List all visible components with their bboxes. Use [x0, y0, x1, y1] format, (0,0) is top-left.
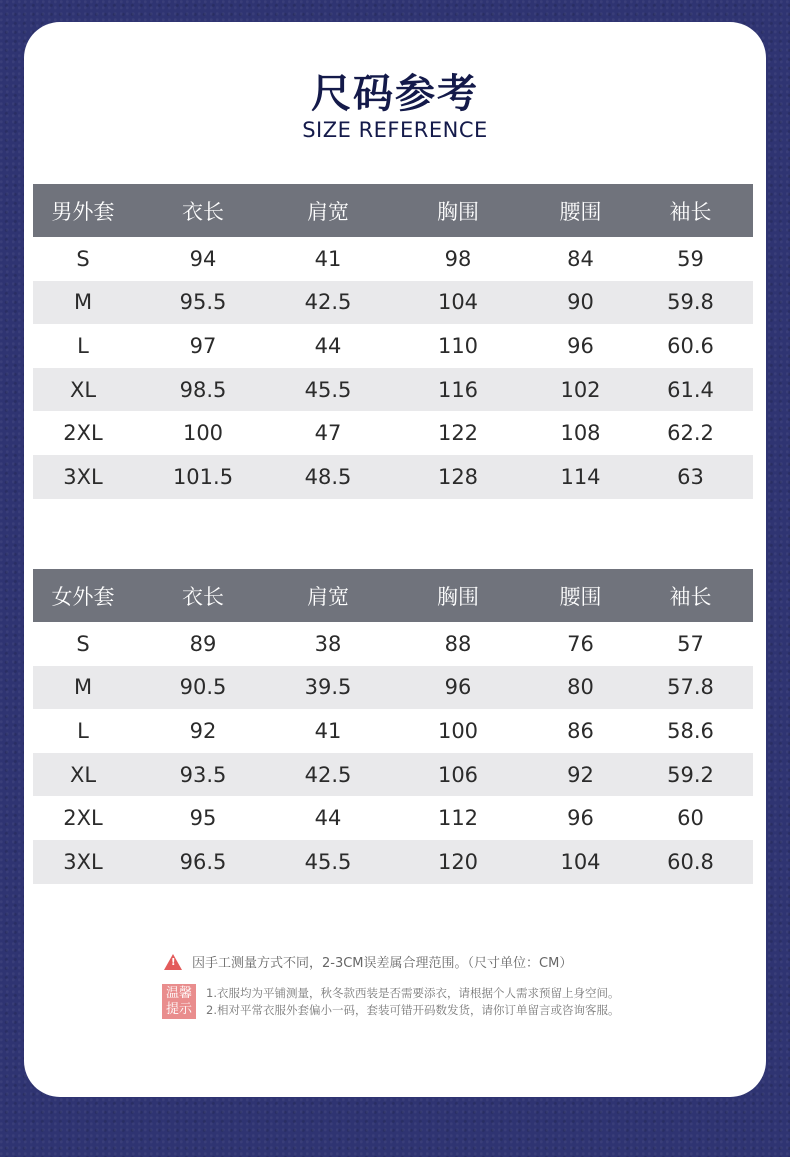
table-cell: 59.8: [667, 290, 714, 315]
header-cell: 女外套: [51, 584, 115, 609]
table-row: [33, 753, 753, 797]
header-cell: 衣长: [182, 199, 224, 224]
table-cell: 102: [560, 377, 601, 402]
table-cell: 128: [437, 464, 479, 489]
table-cell: 96: [444, 675, 472, 700]
table-cell: 95: [189, 806, 217, 831]
table-cell: 100: [437, 718, 479, 743]
table-row: [33, 411, 753, 455]
table-row: [33, 709, 753, 753]
table-cell: 63: [677, 464, 704, 489]
table-cell: 60.6: [667, 333, 714, 358]
table-cell: 2XL: [63, 806, 103, 831]
table-cell: 42.5: [304, 762, 352, 787]
table-cell: 61.4: [667, 377, 714, 402]
table-cell: 97: [189, 333, 217, 358]
table-cell: 112: [437, 806, 479, 831]
table-cell: 114: [560, 464, 601, 489]
page-subtitle: SIZE REFERENCE: [302, 118, 488, 142]
table-cell: 45.5: [304, 377, 352, 402]
header-cell: 袖长: [669, 584, 712, 609]
table-row: [33, 368, 753, 412]
table-cell: 96: [567, 333, 594, 358]
header-cell: 男外套: [51, 199, 115, 224]
table-cell: 101.5: [172, 464, 234, 489]
table-cell: 84: [567, 246, 594, 271]
table-row: [33, 840, 753, 884]
table-cell: 89: [189, 631, 217, 656]
table-cell: 44: [314, 806, 342, 831]
table-cell: 120: [437, 849, 479, 874]
table-cell: 92: [567, 762, 594, 787]
table-cell: L: [77, 718, 89, 743]
table-cell: 106: [437, 762, 479, 787]
table-cell: 92: [189, 718, 217, 743]
table-cell: 41: [314, 718, 342, 743]
women-size-table: [33, 569, 753, 884]
table-cell: 90: [567, 290, 594, 315]
table-cell: 122: [437, 421, 479, 446]
table-cell: 76: [567, 631, 594, 656]
table-cell: 80: [567, 675, 594, 700]
table-row: [33, 622, 753, 666]
table-cell: 2XL: [63, 421, 103, 446]
table-cell: 38: [314, 631, 342, 656]
warning-icon-glyph: !: [171, 956, 176, 968]
table-cell: 88: [444, 631, 472, 656]
header-cell: 胸围: [437, 199, 479, 224]
table-row: [33, 796, 753, 840]
tips-lines: [206, 985, 619, 1019]
measurement-note: [164, 952, 572, 971]
table-cell: 60.8: [667, 849, 714, 874]
table-cell: 94: [189, 246, 217, 271]
table-cell: 57.8: [667, 675, 714, 700]
tips-badge: [162, 984, 196, 1019]
table-cell: 90.5: [179, 675, 227, 700]
table-cell: 42.5: [304, 290, 352, 315]
table-header: [33, 569, 753, 622]
header-cell: 腰围: [559, 584, 602, 609]
table-cell: 110: [437, 333, 479, 358]
note-text: 因手工测量方式不同，2-3CM误差属合理范围。（尺寸单位：CM）: [192, 956, 573, 971]
warning-icon: [164, 954, 182, 970]
header-cell: 衣长: [182, 584, 224, 609]
table-row: [33, 666, 753, 710]
tips-block: [162, 984, 619, 1019]
table-cell: 116: [437, 377, 479, 402]
badge-line1: 温馨: [165, 986, 192, 1001]
table-cell: S: [76, 246, 90, 271]
table-cell: 3XL: [63, 849, 103, 874]
table-cell: XL: [69, 377, 97, 402]
table-cell: XL: [69, 762, 97, 787]
badge-line2: 提示: [165, 1002, 192, 1017]
table-cell: 104: [437, 290, 479, 315]
header-cell: 袖长: [669, 199, 712, 224]
table-cell: L: [77, 333, 89, 358]
header-cell: 肩宽: [307, 199, 349, 224]
table-header: [33, 184, 753, 237]
tip-line-1: 1.衣服均为平铺测量，秋冬款西装是否需要添衣，请根据个人需求预留上身空间。: [206, 985, 620, 1000]
header-cell: 腰围: [559, 199, 602, 224]
tip-line-2: 2.相对平常衣服外套偏小一码，套装可错开码数发货，请你订单留言或咨询客服。: [206, 1002, 620, 1017]
table-cell: M: [73, 675, 93, 700]
table-row: [33, 281, 753, 325]
table-cell: 58.6: [667, 718, 714, 743]
table-cell: 96.5: [179, 849, 227, 874]
men-size-table: [33, 184, 753, 499]
header-cell: 肩宽: [307, 584, 349, 609]
table-cell: 100: [182, 421, 224, 446]
table-cell: 93.5: [179, 762, 227, 787]
table-cell: 60: [677, 806, 704, 831]
table-row: [33, 455, 753, 499]
table-cell: 44: [314, 333, 342, 358]
table-cell: 86: [567, 718, 594, 743]
header-cell: 胸围: [437, 584, 479, 609]
table-cell: 3XL: [63, 464, 103, 489]
table-cell: 62.2: [667, 421, 714, 446]
table-cell: M: [73, 290, 93, 315]
table-cell: 108: [560, 421, 601, 446]
table-row: [33, 237, 753, 281]
size-card: [24, 22, 766, 1097]
table-cell: 98: [444, 246, 472, 271]
table-cell: 98.5: [179, 377, 227, 402]
table-cell: 48.5: [304, 464, 352, 489]
table-cell: 39.5: [304, 675, 352, 700]
table-cell: 59: [677, 246, 704, 271]
table-cell: 95.5: [179, 290, 227, 315]
table-cell: 47: [314, 421, 342, 446]
table-cell: 96: [567, 806, 594, 831]
page-title: 尺码参考: [311, 71, 479, 117]
table-cell: 104: [560, 849, 601, 874]
table-cell: S: [76, 631, 90, 656]
table-cell: 45.5: [304, 849, 352, 874]
table-cell: 41: [314, 246, 342, 271]
table-cell: 57: [677, 631, 704, 656]
table-cell: 59.2: [667, 762, 714, 787]
table-row: [33, 324, 753, 368]
